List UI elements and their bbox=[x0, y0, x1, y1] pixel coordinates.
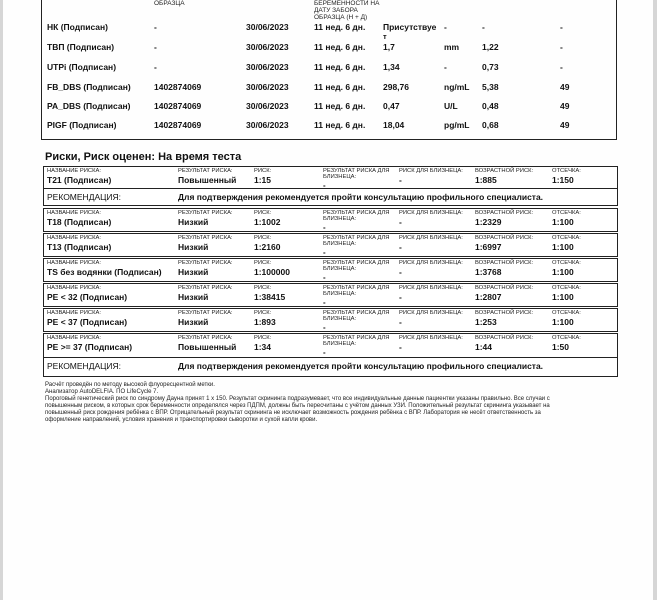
age-risk: 1:2807 bbox=[475, 292, 502, 302]
marker-unit: - bbox=[444, 22, 447, 32]
label-risk-value: РИСК: bbox=[254, 235, 272, 241]
risk-name: T13 (Подписан) bbox=[47, 242, 112, 252]
label-risk-name: НАЗВАНИЕ РИСКА: bbox=[47, 235, 101, 241]
marker-extra: 49 bbox=[560, 101, 570, 111]
label-risk-result: РЕЗУЛЬТАТ РИСКА: bbox=[178, 335, 233, 341]
risk-name: PE < 32 (Подписан) bbox=[47, 292, 128, 302]
label-twin-result-2: БЛИЗНЕЦА: bbox=[323, 316, 357, 322]
risk-result: Низкий bbox=[178, 217, 209, 227]
label-twin-result-2: БЛИЗНЕЦА: bbox=[323, 291, 357, 297]
label-risk-value: РИСК: bbox=[254, 335, 272, 341]
marker-date: 30/06/2023 bbox=[246, 22, 289, 32]
label-twin-risk: РИСК ДЛЯ БЛИЗНЕЦА: bbox=[399, 285, 463, 291]
label-twin-risk: РИСК ДЛЯ БЛИЗНЕЦА: bbox=[399, 210, 463, 216]
risk-name: TS без водянки (Подписан) bbox=[47, 267, 162, 277]
age-risk: 1:885 bbox=[475, 175, 497, 185]
risk-value: 1:2160 bbox=[254, 242, 281, 252]
risk-name: T18 (Подписан) bbox=[47, 217, 112, 227]
marker-mom: 1,22 bbox=[482, 42, 499, 52]
marker-name: ТВП (Подписан) bbox=[47, 42, 115, 52]
marker-value: Присутствуе bbox=[383, 22, 437, 32]
label-twin-result-2: БЛИЗНЕЦА: bbox=[323, 341, 357, 347]
risk-card bbox=[43, 258, 618, 282]
cutoff-value: 1:100 bbox=[552, 317, 574, 327]
risk-card bbox=[43, 166, 618, 206]
label-twin-risk: РИСК ДЛЯ БЛИЗНЕЦА: bbox=[399, 310, 463, 316]
footer-disclaimer-line: повышенным риском, в которых срок беременности определялся через ПДПМ, должны быть пересчитаны с учётом данных УЗИ. Положительный результат скрининга указывает на bbox=[45, 403, 550, 409]
marker-value: 18,04 bbox=[383, 120, 405, 130]
recommendation-text: Для подтверждения рекомендуется пройти консультацию профильного специалиста. bbox=[178, 192, 544, 202]
label-risk-result: РЕЗУЛЬТАТ РИСКА: bbox=[178, 168, 233, 174]
marker-unit: pg/mL bbox=[444, 120, 470, 130]
cutoff-value: 1:150 bbox=[552, 175, 574, 185]
label-risk-result: РЕЗУЛЬТАТ РИСКА: bbox=[178, 285, 233, 291]
label-twin-risk: РИСК ДЛЯ БЛИЗНЕЦА: bbox=[399, 168, 463, 174]
marker-extra: - bbox=[560, 62, 563, 72]
marker-ga: 11 нед. 6 дн. bbox=[314, 42, 366, 52]
risk-value: 1:15 bbox=[254, 175, 272, 185]
footer-disclaimer-line: повышенный риск рождения ребёнка с ВПР. Отрицательный результат скрининга не исключает возможность рождения ребёнка с ВПР. Лаборатория не несёт ответственность за bbox=[45, 410, 541, 416]
marker-extra: - bbox=[560, 22, 563, 32]
twin-risk: - bbox=[399, 217, 402, 227]
label-twin-risk: РИСК ДЛЯ БЛИЗНЕЦА: bbox=[399, 335, 463, 341]
label-cutoff: ОТСЕЧКА: bbox=[552, 168, 581, 174]
label-age-risk: ВОЗРАСТНОЙ РИСК: bbox=[475, 210, 534, 216]
marker-id: - bbox=[154, 42, 157, 52]
marker-ga: 11 нед. 6 дн. bbox=[314, 62, 366, 72]
label-twin-result-1: РЕЗУЛЬТАТ РИСКА ДЛЯ bbox=[323, 260, 390, 266]
label-risk-value: РИСК: bbox=[254, 210, 272, 216]
marker-unit: ng/mL bbox=[444, 82, 470, 92]
twin-risk: - bbox=[399, 175, 402, 185]
twin-result: - bbox=[323, 181, 326, 190]
header-sample: ОБРАЗЦА bbox=[154, 0, 185, 7]
label-risk-result: РЕЗУЛЬТАТ РИСКА: bbox=[178, 210, 233, 216]
marker-id: - bbox=[154, 62, 157, 72]
label-twin-result-2: БЛИЗНЕЦА: bbox=[323, 241, 357, 247]
twin-result: - bbox=[323, 248, 326, 257]
twin-result: - bbox=[323, 298, 326, 307]
label-age-risk: ВОЗРАСТНОЙ РИСК: bbox=[475, 310, 534, 316]
label-cutoff: ОТСЕЧКА: bbox=[552, 310, 581, 316]
marker-value: 0,47 bbox=[383, 101, 400, 111]
risk-name: PE >= 37 (Подписан) bbox=[47, 342, 133, 352]
marker-date: 30/06/2023 bbox=[246, 120, 289, 130]
label-risk-value: РИСК: bbox=[254, 168, 272, 174]
cutoff-value: 1:100 bbox=[552, 267, 574, 277]
label-risk-result: РЕЗУЛЬТАТ РИСКА: bbox=[178, 310, 233, 316]
risk-name: T21 (Подписан) bbox=[47, 175, 112, 185]
cutoff-value: 1:100 bbox=[552, 242, 574, 252]
marker-extra: 49 bbox=[560, 82, 570, 92]
twin-result: - bbox=[323, 273, 326, 282]
risk-card bbox=[43, 333, 618, 377]
marker-value: 1,34 bbox=[383, 62, 400, 72]
marker-id: 1402874069 bbox=[154, 120, 202, 130]
label-risk-name: НАЗВАНИЕ РИСКА: bbox=[47, 260, 101, 266]
twin-risk: - bbox=[399, 342, 402, 352]
marker-ga: 11 нед. 6 дн. bbox=[314, 22, 366, 32]
marker-name: PIGF (Подписан) bbox=[47, 120, 117, 130]
label-risk-name: НАЗВАНИЕ РИСКА: bbox=[47, 285, 101, 291]
label-risk-result: РЕЗУЛЬТАТ РИСКА: bbox=[178, 260, 233, 266]
label-cutoff: ОТСЕЧКА: bbox=[552, 260, 581, 266]
twin-risk: - bbox=[399, 267, 402, 277]
footer-analyzer-note: Анализатор AutoDELFIA. ПО LifeCycle 7. bbox=[45, 389, 159, 395]
risk-result: Повышенный bbox=[178, 342, 237, 352]
recommendation-label: РЕКОМЕНДАЦИЯ: bbox=[47, 361, 122, 371]
age-risk: 1:3768 bbox=[475, 267, 502, 277]
risk-result: Низкий bbox=[178, 317, 209, 327]
marker-name: UTPi (Подписан) bbox=[47, 62, 117, 72]
marker-id: 1402874069 bbox=[154, 82, 202, 92]
risk-value: 1:34 bbox=[254, 342, 272, 352]
marker-name: НК (Подписан) bbox=[47, 22, 108, 32]
marker-row bbox=[42, 79, 616, 97]
marker-extra: - bbox=[560, 42, 563, 52]
label-risk-name: НАЗВАНИЕ РИСКА: bbox=[47, 210, 101, 216]
marker-id: 1402874069 bbox=[154, 101, 202, 111]
twin-risk: - bbox=[399, 292, 402, 302]
twin-risk: - bbox=[399, 317, 402, 327]
marker-unit: U/L bbox=[444, 101, 458, 111]
label-cutoff: ОТСЕЧКА: bbox=[552, 210, 581, 216]
marker-date: 30/06/2023 bbox=[246, 82, 289, 92]
label-twin-result-1: РЕЗУЛЬТАТ РИСКА ДЛЯ bbox=[323, 335, 390, 341]
marker-row bbox=[42, 98, 616, 116]
risk-card bbox=[43, 233, 618, 257]
age-risk: 1:44 bbox=[475, 342, 493, 352]
marker-value: 298,76 bbox=[383, 82, 409, 92]
label-twin-result-2: БЛИЗНЕЦА: bbox=[323, 216, 357, 222]
marker-row bbox=[42, 59, 616, 77]
twin-risk: - bbox=[399, 242, 402, 252]
marker-mom: 0,73 bbox=[482, 62, 499, 72]
marker-name: PA_DBS (Подписан) bbox=[47, 101, 131, 111]
marker-mom: 0,68 bbox=[482, 120, 499, 130]
marker-id: - bbox=[154, 22, 157, 32]
age-risk: 1:2329 bbox=[475, 217, 502, 227]
label-twin-risk: РИСК ДЛЯ БЛИЗНЕЦА: bbox=[399, 235, 463, 241]
risk-card bbox=[43, 283, 618, 307]
marker-row bbox=[42, 117, 616, 135]
age-risk: 1:253 bbox=[475, 317, 497, 327]
risk-result: Низкий bbox=[178, 242, 209, 252]
label-risk-result: РЕЗУЛЬТАТ РИСКА: bbox=[178, 235, 233, 241]
label-risk-value: РИСК: bbox=[254, 260, 272, 266]
marker-ga: 11 нед. 6 дн. bbox=[314, 101, 366, 111]
marker-mom: 0,48 bbox=[482, 101, 499, 111]
twin-result: - bbox=[323, 348, 326, 357]
marker-value: 1,7 bbox=[383, 42, 395, 52]
label-twin-result-1: РЕЗУЛЬТАТ РИСКА ДЛЯ bbox=[323, 210, 390, 216]
risk-result: Низкий bbox=[178, 292, 209, 302]
label-age-risk: ВОЗРАСТНОЙ РИСК: bbox=[475, 168, 534, 174]
report-page bbox=[3, 0, 653, 600]
risks-section-title: Риски, Риск оценен: На время теста bbox=[45, 151, 242, 163]
marker-date: 30/06/2023 bbox=[246, 62, 289, 72]
risk-value: 1:1002 bbox=[254, 217, 281, 227]
label-risk-value: РИСК: bbox=[254, 310, 272, 316]
risk-value: 1:38415 bbox=[254, 292, 286, 302]
risk-card bbox=[43, 208, 618, 232]
label-risk-name: НАЗВАНИЕ РИСКА: bbox=[47, 168, 101, 174]
label-cutoff: ОТСЕЧКА: bbox=[552, 285, 581, 291]
label-twin-result-1: РЕЗУЛЬТАТ РИСКА ДЛЯ bbox=[323, 168, 390, 174]
risk-result: Низкий bbox=[178, 267, 209, 277]
recommendation-label: РЕКОМЕНДАЦИЯ: bbox=[47, 192, 122, 202]
label-age-risk: ВОЗРАСТНОЙ РИСК: bbox=[475, 335, 534, 341]
marker-value-wrap: т bbox=[383, 32, 387, 41]
recommendation-text: Для подтверждения рекомендуется пройти консультацию профильного специалиста. bbox=[178, 361, 544, 371]
label-twin-result-2: БЛИЗНЕЦА: bbox=[323, 174, 357, 180]
label-age-risk: ВОЗРАСТНОЙ РИСК: bbox=[475, 285, 534, 291]
marker-date: 30/06/2023 bbox=[246, 101, 289, 111]
cutoff-value: 1:100 bbox=[552, 292, 574, 302]
label-cutoff: ОТСЕЧКА: bbox=[552, 235, 581, 241]
recommendation-row bbox=[44, 188, 617, 205]
header-ga-line1: БЕРЕМЕННОСТИ НА bbox=[314, 0, 380, 7]
age-risk: 1:6997 bbox=[475, 242, 502, 252]
marker-date: 30/06/2023 bbox=[246, 42, 289, 52]
label-cutoff: ОТСЕЧКА: bbox=[552, 335, 581, 341]
recommendation-row bbox=[44, 357, 617, 374]
label-risk-name: НАЗВАНИЕ РИСКА: bbox=[47, 335, 101, 341]
marker-mom: - bbox=[482, 22, 485, 32]
label-twin-result-1: РЕЗУЛЬТАТ РИСКА ДЛЯ bbox=[323, 235, 390, 241]
label-twin-risk: РИСК ДЛЯ БЛИЗНЕЦА: bbox=[399, 260, 463, 266]
marker-mom: 5,38 bbox=[482, 82, 499, 92]
footer-method-note: Расчёт проведён по методу высокой флуоресцентной метки. bbox=[45, 382, 215, 388]
label-twin-result-2: БЛИЗНЕЦА: bbox=[323, 266, 357, 272]
footer-disclaimer-line: Пороговый генетический риск по синдрому Дауна принят 1 х 150. Результат скрининга подразумевает, что все индивидуальные данные пациентки указаны правильно. Все случаи с bbox=[45, 396, 550, 402]
marker-unit: mm bbox=[444, 42, 460, 52]
cutoff-value: 1:50 bbox=[552, 342, 570, 352]
label-age-risk: ВОЗРАСТНОЙ РИСК: bbox=[475, 260, 534, 266]
label-twin-result-1: РЕЗУЛЬТАТ РИСКА ДЛЯ bbox=[323, 310, 390, 316]
cutoff-value: 1:100 bbox=[552, 217, 574, 227]
label-twin-result-1: РЕЗУЛЬТАТ РИСКА ДЛЯ bbox=[323, 285, 390, 291]
marker-unit: - bbox=[444, 62, 447, 72]
markers-table bbox=[41, 0, 617, 140]
footer-disclaimer-line: оформление направлений, условия хранения и транспортировки сыворотки и сухой капли крови. bbox=[45, 417, 318, 423]
marker-row bbox=[42, 19, 616, 41]
marker-ga: 11 нед. 6 дн. bbox=[314, 120, 366, 130]
risk-value: 1:100000 bbox=[254, 267, 290, 277]
risk-name: PE < 37 (Подписан) bbox=[47, 317, 128, 327]
marker-ga: 11 нед. 6 дн. bbox=[314, 82, 366, 92]
header-ga-line2: ДАТУ ЗАБОРА bbox=[314, 7, 358, 14]
marker-extra: 49 bbox=[560, 120, 570, 130]
marker-row bbox=[42, 39, 616, 57]
risk-result: Повышенный bbox=[178, 175, 237, 185]
twin-result: - bbox=[323, 223, 326, 232]
twin-result: - bbox=[323, 323, 326, 332]
label-risk-name: НАЗВАНИЕ РИСКА: bbox=[47, 310, 101, 316]
header-ga-line3: ОБРАЗЦА (Н + Д) bbox=[314, 14, 368, 21]
marker-name: FB_DBS (Подписан) bbox=[47, 82, 131, 92]
label-age-risk: ВОЗРАСТНОЙ РИСК: bbox=[475, 235, 534, 241]
risk-card bbox=[43, 308, 618, 332]
risk-value: 1:893 bbox=[254, 317, 276, 327]
label-risk-value: РИСК: bbox=[254, 285, 272, 291]
